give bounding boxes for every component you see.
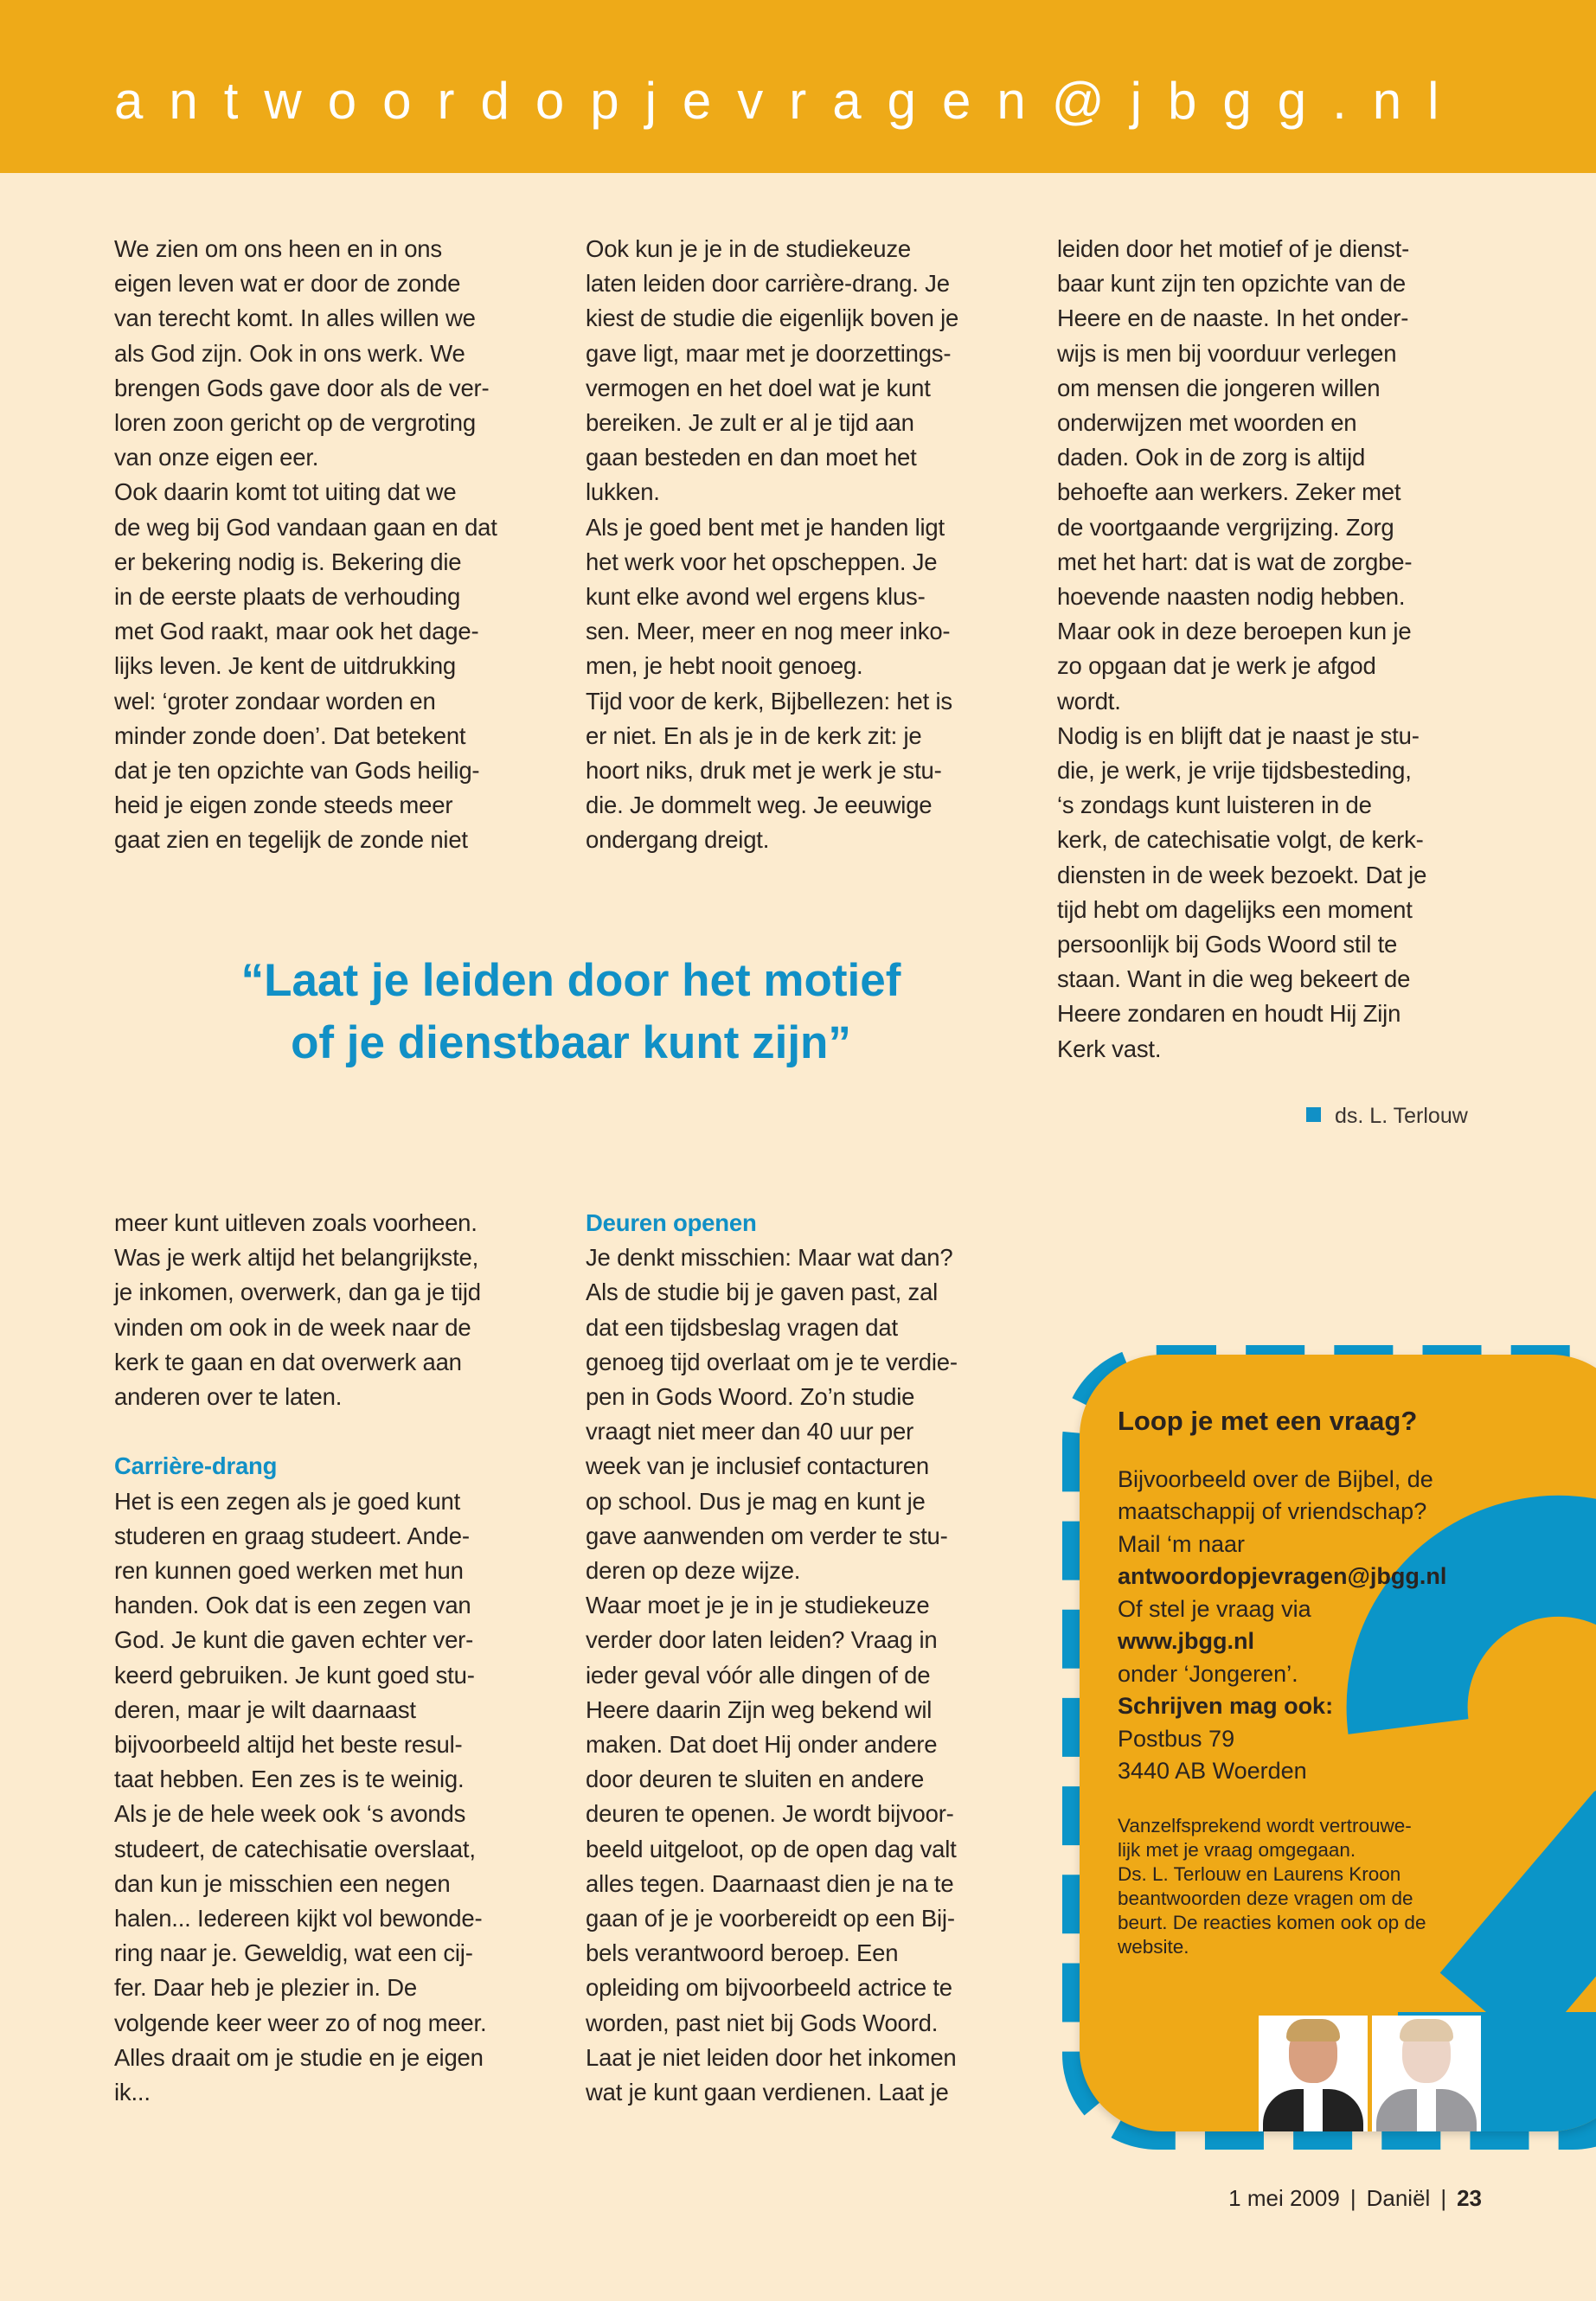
text-line: maken. Dat doet Hij onder andere	[586, 1731, 938, 1759]
text-line: wijs is men bij voorduur verlegen	[1057, 339, 1397, 367]
header-email-title: antwoordopjevragen@jbgg.nl	[114, 72, 1465, 130]
text-line: heid je eigen zonde steeds meer	[114, 792, 453, 819]
text-line: gaat zien en tegelijk de zonde niet	[114, 826, 468, 854]
footer-separator: |	[1349, 2185, 1356, 2211]
text-line: maatschappij of vriendschap?	[1118, 1498, 1427, 1524]
text-line: Tijd voor de kerk, Bijbellezen: het is	[586, 687, 952, 715]
note-line: website.	[1118, 1935, 1189, 1958]
text-line: Postbus 79	[1118, 1725, 1235, 1752]
text-line: ondergang dreigt.	[586, 826, 770, 854]
text-line: Was je werk altijd het belangrijkste,	[114, 1244, 479, 1272]
page-footer	[1228, 2185, 1482, 2212]
question-box-title: Loop je met een vraag?	[1118, 1406, 1418, 1436]
text-line: gaan of je je voorbereidt op een Bij-	[586, 1905, 955, 1932]
text-line: kunt elke avond wel ergens klus-	[586, 583, 926, 611]
footer-separator: |	[1440, 2185, 1447, 2211]
text-line: met God raakt, maar ook het dage-	[114, 618, 479, 645]
text-line: om mensen die jongeren willen	[1057, 374, 1381, 401]
text-line: er bekering nodig is. Bekering die	[114, 548, 462, 575]
text-line: wel: ‘groter zondaar worden en	[114, 687, 436, 715]
text-line: zo opgaan dat je werk je afgod	[1057, 652, 1376, 680]
top-column-1	[114, 232, 568, 858]
text-line: van terecht komt. In alles willen we	[114, 304, 476, 332]
question-box-text	[1118, 1405, 1585, 1959]
text-line: vraagt niet meer dan 40 uur per	[586, 1418, 914, 1445]
text-line: eigen leven wat er door de zonde	[114, 270, 461, 298]
text-line: deuren te openen. Je wordt bijvoor-	[586, 1800, 954, 1828]
text-line: Maar ook in deze beroepen kun je	[1057, 618, 1412, 645]
text-line: ‘s zondags kunt luisteren in de	[1057, 792, 1372, 819]
text-line: worden, past niet bij Gods Woord.	[586, 2009, 939, 2036]
text-line: alles tegen. Daarnaast dien je na te	[586, 1869, 954, 1897]
text-line: Als de studie bij je gaven past, zal	[586, 1279, 939, 1306]
text-line: Of stel je vraag via	[1118, 1595, 1311, 1622]
text-line: door deuren te sluiten en andere	[586, 1766, 925, 1793]
text-line: God. Je kunt die gaven echter ver-	[114, 1626, 474, 1654]
text-line: kerk te gaan en dat overwerk aan	[114, 1348, 462, 1375]
text-line: wordt.	[1057, 687, 1121, 715]
text-line: de voortgaande vergrijzing. Zorg	[1057, 513, 1394, 541]
text-line: staan. Want in die weg bekeert de	[1057, 965, 1411, 993]
text-line: Mail ‘m naar	[1118, 1530, 1246, 1557]
text-line: lijks leven. Je kent de uitdrukking	[114, 652, 457, 680]
text-line: Kerk vast.	[1057, 1035, 1162, 1062]
text-line: vinden om ook in de week naar de	[114, 1313, 471, 1341]
text-line: minder zonde doen’. Dat betekent	[114, 721, 466, 749]
text-line: Nodig is en blijft dat je naast je stu-	[1057, 721, 1420, 749]
text-line: baar kunt zijn ten opzichte van de	[1057, 270, 1406, 298]
text-line: verder door laten leiden? Vraag in	[586, 1626, 938, 1654]
text-line: onder ‘Jongeren’.	[1118, 1660, 1298, 1687]
text-line: halen... Iedereen kijkt vol bewonde-	[114, 1905, 483, 1932]
text-line: studeren en graag studeert. Ande-	[114, 1522, 470, 1549]
text-line: genoeg tijd overlaat om je te verdie-	[586, 1348, 958, 1375]
text-line: handen. Ook dat is een zegen van	[114, 1592, 471, 1619]
text-line: het werk voor het opscheppen. Je	[586, 548, 938, 575]
text-line: leiden door het motief of je dienst-	[1057, 235, 1410, 262]
text-line: Alles draait om je studie en je eigen	[114, 2043, 484, 2071]
text-line: anderen over te laten.	[114, 1383, 343, 1411]
text-line: laten leiden door carrière-drang. Je	[586, 270, 950, 298]
text-line: dat een tijdsbeslag vragen dat	[586, 1313, 898, 1341]
question-box	[1080, 1355, 1596, 2131]
text-line: vermogen en het doel wat je kunt	[586, 374, 931, 401]
text-line: Waar moet je je in je studiekeuze	[586, 1592, 930, 1619]
photo-ds-terlouw	[1259, 2016, 1368, 2131]
text-line: dan kun je misschien een negen	[114, 1869, 451, 1897]
text-line: Ook kun je je in de studiekeuze	[586, 235, 911, 262]
header-bar	[0, 0, 1596, 173]
text-line	[114, 1414, 568, 1449]
text-line: fer. Daar heb je plezier in. De	[114, 1974, 417, 2002]
text-line: ring naar je. Geweldig, wat een cij-	[114, 1939, 473, 1967]
text-line: hoort niks, druk met je werk je stu-	[586, 757, 942, 785]
text-line: Het is een zegen als je goed kunt	[114, 1487, 461, 1515]
note-line: Ds. L. Terlouw en Laurens Kroon	[1118, 1862, 1401, 1885]
text-line: Als je de hele week ook ‘s avonds	[114, 1800, 466, 1828]
pull-quote-line: “Laat je leiden door het motief	[240, 955, 901, 1006]
text-line: beeld uitgeloot, op de open dag valt	[586, 1835, 957, 1862]
pull-quote	[121, 950, 1021, 1074]
text-line: meer kunt uitleven zoals voorheen.	[114, 1209, 478, 1236]
square-bullet-icon	[1306, 1107, 1321, 1122]
photo-laurens-kroon	[1372, 2016, 1481, 2131]
text-line: gaan besteden en dan moet het	[586, 444, 917, 471]
text-line: met het hart: dat is wat de zorgbe-	[1057, 548, 1413, 575]
text-line: loren zoon gericht op de vergroting	[114, 409, 476, 437]
text-line: Ook daarin komt tot uiting dat we	[114, 478, 457, 506]
text-line: sen. Meer, meer en nog meer inko-	[586, 618, 951, 645]
text-line: Heere zondaren en houdt Hij Zijn	[1057, 1000, 1401, 1028]
text-line: daden. Ook in de zorg is altijd	[1057, 444, 1366, 471]
top-column-3	[1057, 232, 1576, 1067]
text-line: Heere en de naaste. In het onder-	[1057, 304, 1409, 332]
text-line: er niet. En als je in de kerk zit: je	[586, 721, 922, 749]
text-line: volgende keer weer zo of nog meer.	[114, 2009, 487, 2036]
text-line: deren op deze wijze.	[586, 1557, 801, 1585]
text-line: opleiding om bijvoorbeeld actrice te	[586, 1974, 952, 2002]
text-line: je inkomen, overwerk, dan ga je tijd	[114, 1279, 481, 1306]
footer-magazine: Daniël	[1366, 2185, 1431, 2211]
text-line: Heere daarin Zijn weg bekend wil	[586, 1695, 933, 1723]
note-line: beurt. De reacties komen ook op de	[1118, 1911, 1426, 1933]
section-heading: Deuren openen	[586, 1209, 757, 1236]
bottom-column-2	[586, 1206, 1040, 2110]
text-line: hoevende naasten nodig hebben.	[1057, 583, 1406, 611]
top-column-2	[586, 232, 1040, 858]
text-line: We zien om ons heen en in ons	[114, 235, 442, 262]
text-line: gave ligt, maar met je doorzettings-	[586, 339, 952, 367]
text-line: deren, maar je wilt daarnaast	[114, 1695, 416, 1723]
footer-date: 1 mei 2009	[1228, 2185, 1340, 2211]
text-line: onderwijzen met woorden en	[1057, 409, 1357, 437]
text-line: kerk, de catechisatie volgt, de kerk-	[1057, 826, 1424, 854]
text-line: de weg bij God vandaan gaan en dat	[114, 513, 497, 541]
bottom-column-1	[114, 1206, 568, 2110]
text-line: persoonlijk bij Gods Woord stil te	[1057, 931, 1398, 958]
text-line: bereiken. Je zult er al je tijd aan	[586, 409, 914, 437]
text-line: brengen Gods gave door als de ver-	[114, 374, 490, 401]
pull-quote-line: of je dienstbaar kunt zijn”	[291, 1017, 851, 1068]
text-line: studeert, de catechisatie overslaat,	[114, 1835, 476, 1862]
text-line: bels verantwoord beroep. Een	[586, 1939, 899, 1967]
text-line: gave aanwenden om verder te stu-	[586, 1522, 948, 1549]
author-signature	[1306, 1104, 1468, 1129]
text-line: ren kunnen goed werken met hun	[114, 1557, 464, 1585]
bold-text-line: antwoordopjevragen@jbgg.nl	[1118, 1563, 1447, 1589]
note-line: beantwoorden deze vragen om de	[1118, 1887, 1413, 1909]
text-line: dat je ten opzichte van Gods heilig-	[114, 757, 480, 785]
text-line: week van je inclusief contacturen	[586, 1452, 929, 1480]
note-line: Vanzelfsprekend wordt vertrouwe-	[1118, 1814, 1412, 1836]
text-line: keerd gebruiken. Je kunt goed stu-	[114, 1661, 475, 1689]
text-line: die, je werk, je vrije tijdsbesteding,	[1057, 757, 1412, 785]
bold-text-line: Schrijven mag ook:	[1118, 1693, 1334, 1719]
text-line: die. Je dommelt weg. Je eeuwige	[586, 792, 933, 819]
text-line: kiest de studie die eigenlijk boven je	[586, 304, 959, 332]
author-name: ds. L. Terlouw	[1335, 1104, 1468, 1128]
text-line: als God zijn. Ook in ons werk. We	[114, 339, 465, 367]
text-line: Laat je niet leiden door het inkomen	[586, 2043, 957, 2071]
text-line: van onze eigen eer.	[114, 444, 319, 471]
text-line: wat je kunt gaan verdienen. Laat je	[586, 2079, 949, 2106]
text-line: in de eerste plaats de verhouding	[114, 583, 461, 611]
text-line: op school. Dus je mag en kunt je	[586, 1487, 926, 1515]
question-box-note	[1118, 1814, 1585, 1959]
text-line: diensten in de week bezoekt. Dat je	[1057, 861, 1427, 888]
text-line: men, je hebt nooit genoeg.	[586, 652, 863, 680]
text-line: Je denkt misschien: Maar wat dan?	[586, 1244, 953, 1272]
text-line: lukken.	[586, 478, 660, 506]
note-line: lijk met je vraag omgegaan.	[1118, 1838, 1356, 1861]
bold-text-line: www.jbgg.nl	[1118, 1628, 1254, 1654]
text-line: Als je goed bent met je handen ligt	[586, 513, 945, 541]
text-line: tijd hebt om dagelijks een moment	[1057, 895, 1413, 923]
text-line: 3440 AB Woerden	[1118, 1758, 1307, 1784]
text-line: ik...	[114, 2079, 151, 2106]
text-line: ieder geval vóór alle dingen of de	[586, 1661, 931, 1689]
text-line: pen in Gods Woord. Zo’n studie	[586, 1383, 915, 1411]
page-number: 23	[1457, 2185, 1482, 2211]
text-line: taat hebben. Een zes is te weinig.	[114, 1766, 465, 1793]
text-line: Bijvoorbeeld over de Bijbel, de	[1118, 1465, 1433, 1492]
text-line: bijvoorbeeld altijd het beste resul-	[114, 1731, 463, 1759]
section-heading: Carrière-drang	[114, 1452, 278, 1480]
text-line: behoefte aan werkers. Zeker met	[1057, 478, 1401, 506]
